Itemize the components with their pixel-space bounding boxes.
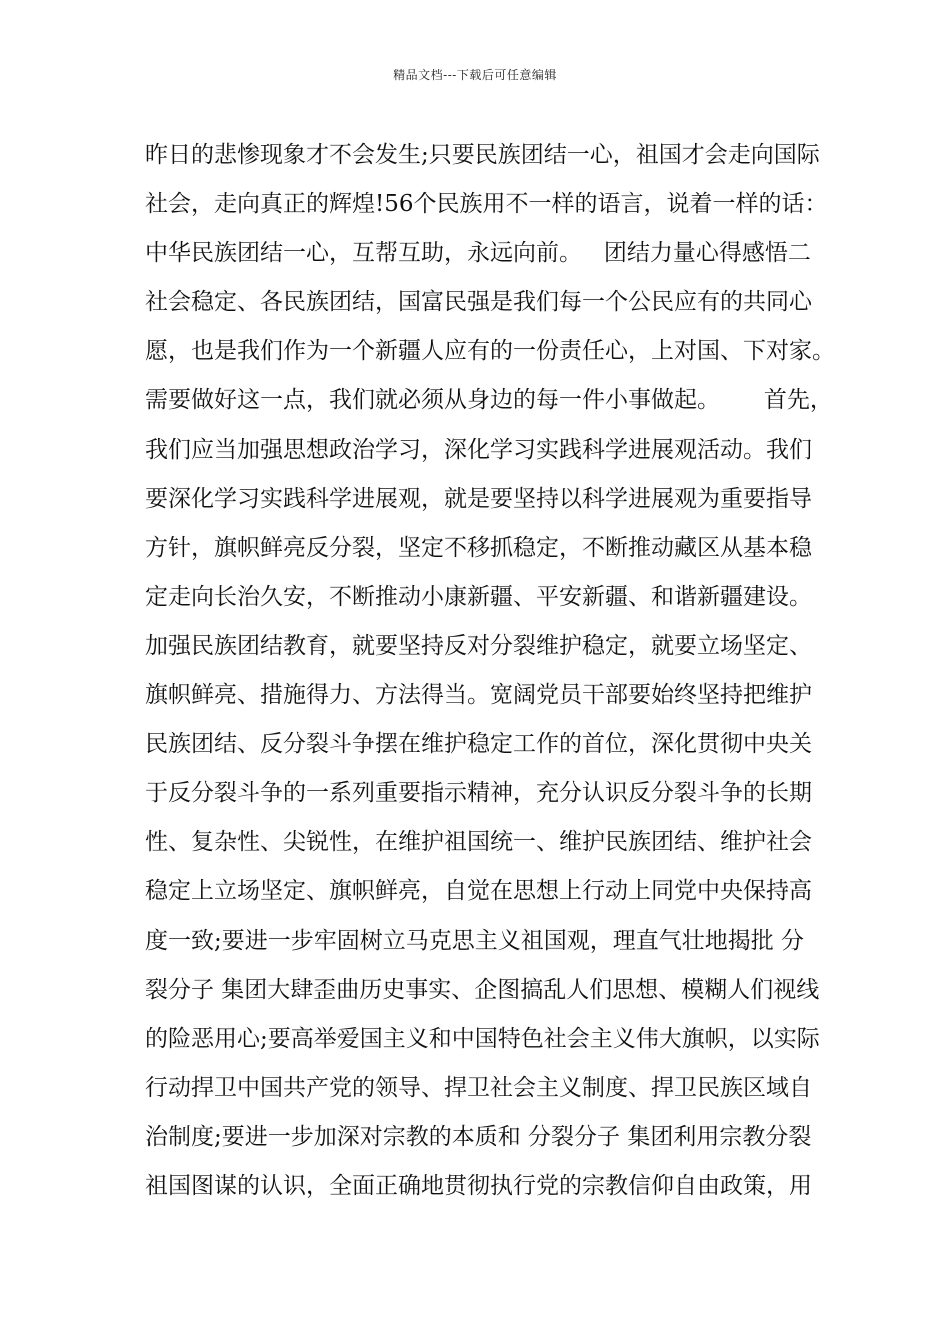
text-line: 祖国图谋的认识，全面正确地贯彻执行党的宗教信仰自由政策，用 <box>145 1172 812 1199</box>
text-line: 旗帜鲜亮、措施得力、方法得当。宽阔党员干部要始终坚持把维护 <box>145 682 812 709</box>
text-line: 社会，走向真正的辉煌!56个民族用不一样的语言，说着一样的话： <box>145 191 828 218</box>
text-line: 愿，也是我们作为一个新疆人应有的一份责任心，上对国、下对家。 <box>145 338 835 365</box>
text-line: 我们应当加强思想政治学习，深化学习实践科学进展观活动。我们 <box>145 436 812 463</box>
text-line: 治制度;要进一步加深对宗教的本质和 分裂分子 集团利用宗教分裂 <box>145 1123 812 1150</box>
text-line: 中华民族团结一心，互帮互助，永远向前。 团结力量心得感悟二 <box>145 240 811 267</box>
text-line: 度一致;要进一步牢固树立马克思主义祖国观，理直气壮地揭批 分 <box>145 927 805 954</box>
body-text <box>145 131 835 1211</box>
text-line: 性、复杂性、尖锐性，在维护祖国统一、维护民族团结、维护社会 <box>145 829 812 856</box>
page-header: 精品文档---下载后可任意编辑 <box>393 68 557 82</box>
text-line: 于反分裂斗争的一系列重要指示精神，充分认识反分裂斗争的长期 <box>145 780 812 807</box>
text-line: 行动捍卫中国共产党的领导、捍卫社会主义制度、捍卫民族区域自 <box>145 1074 812 1101</box>
text-line: 稳定上立场坚定、旗帜鲜亮，自觉在思想上行动上同党中央保持高 <box>145 878 812 905</box>
text-line: 方针，旗帜鲜亮反分裂，坚定不移抓稳定，不断推动藏区从基本稳 <box>145 534 812 561</box>
text-line: 定走向长治久安，不断推动小康新疆、平安新疆、和谐新疆建设。 <box>145 583 812 610</box>
text-line: 加强民族团结教育，就要坚持反对分裂维护稳定，就要立场坚定、 <box>145 632 812 659</box>
text-line: 要深化学习实践科学进展观，就是要坚持以科学进展观为重要指导 <box>145 485 812 512</box>
text-line: 民族团结、反分裂斗争摆在维护稳定工作的首位，深化贯彻中央关 <box>145 731 812 758</box>
text-line: 社会稳定、各民族团结，国富民强是我们每一个公民应有的共同心 <box>145 289 812 316</box>
text-line: 昨日的悲惨现象才不会发生;只要民族团结一心，祖国才会走向国际 <box>145 142 820 168</box>
text-line: 裂分子 集团大肆歪曲历史事实、企图搞乱人们思想、模糊人们视线 <box>145 976 820 1003</box>
text-line: 需要做好这一点，我们就必须从身边的每一件小事做起。 首先， <box>145 387 833 414</box>
text-line: 的险恶用心;要高举爱国主义和中国特色社会主义伟大旗帜，以实际 <box>145 1025 820 1052</box>
